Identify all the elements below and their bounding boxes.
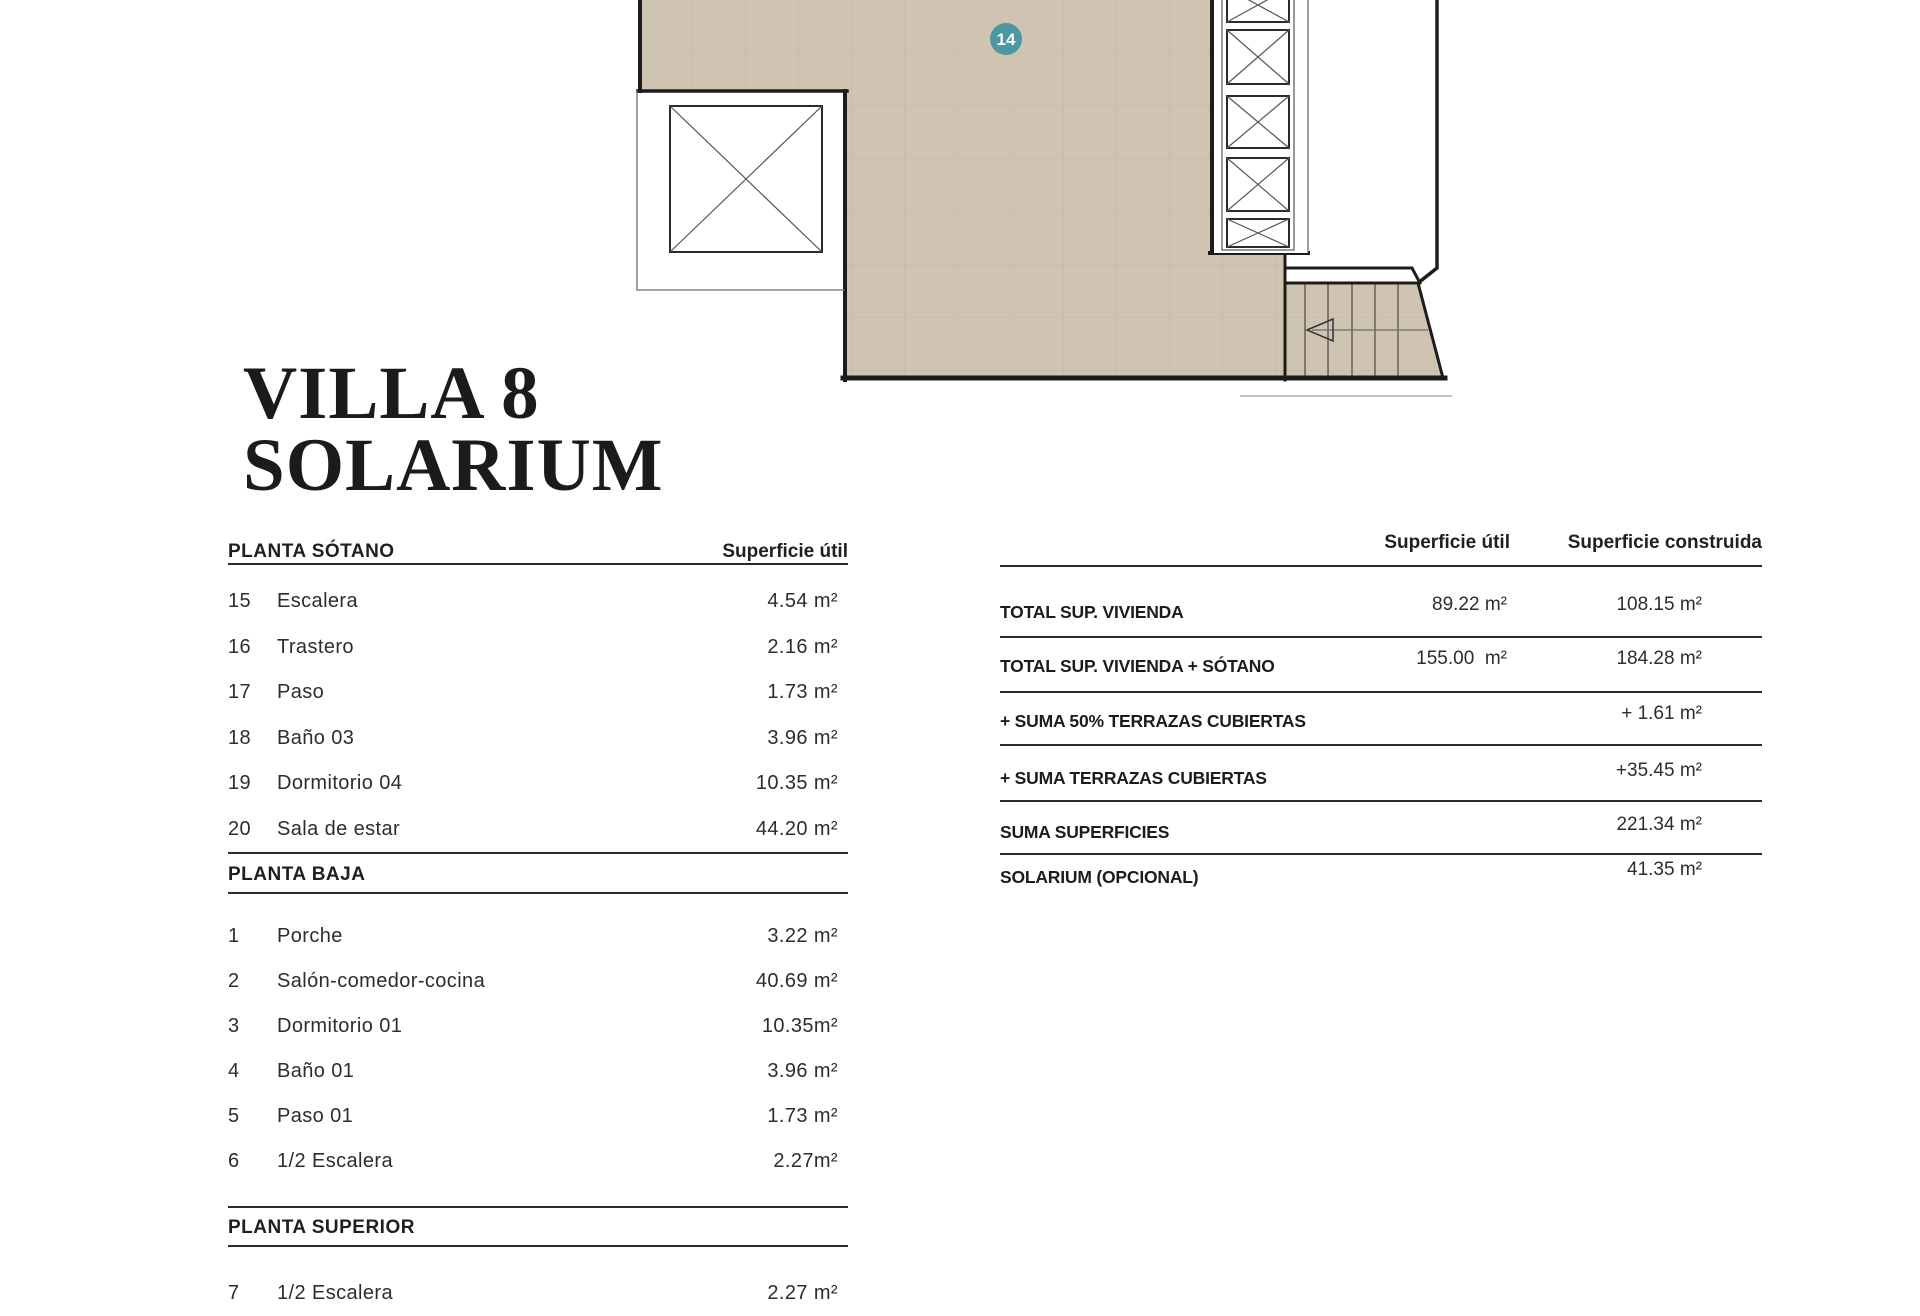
- totals-superficie-construida: + 1.61 m²: [1621, 703, 1702, 724]
- room-area: 2.27 m²: [767, 1282, 838, 1304]
- totals-row: [1000, 746, 1762, 802]
- room-name: Dormitorio 01: [277, 1015, 403, 1037]
- room-number: 4: [228, 1060, 240, 1082]
- pergola-beams: [1227, 0, 1289, 247]
- table-row: [228, 914, 848, 959]
- totals-row: [1000, 693, 1762, 746]
- room-badge: [990, 23, 1022, 55]
- room-number: 17: [228, 681, 252, 704]
- room-number: 18: [228, 726, 252, 749]
- totals-row: [1000, 567, 1762, 638]
- section-title: PLANTA SUPERIOR: [228, 1217, 415, 1238]
- sotano-rows: [228, 565, 848, 852]
- section-header-superior: [228, 1206, 848, 1247]
- table-row: [228, 1139, 848, 1184]
- room-number: 1: [228, 925, 240, 947]
- baja-rows: [228, 894, 848, 1184]
- page-title-line2: SOLARIUM: [243, 424, 664, 507]
- section-header-sotano: [228, 537, 848, 565]
- room-number: 16: [228, 635, 252, 658]
- totals-row: [1000, 855, 1762, 907]
- table-row: [228, 761, 848, 807]
- room-name: Dormitorio 04: [277, 772, 403, 795]
- totals-label: TOTAL SUP. VIVIENDA + SÓTANO: [1000, 656, 1275, 676]
- room-name: Trastero: [277, 635, 354, 658]
- totals-rows: [1000, 567, 1762, 907]
- totals-row: [1000, 802, 1762, 855]
- room-area: 44.20 m²: [755, 817, 838, 840]
- room-name: Escalera: [277, 590, 359, 613]
- totals-label: SUMA SUPERFICIES: [1000, 822, 1170, 842]
- room-number: 7: [228, 1282, 240, 1304]
- column-header-superficie-construida: Superficie construida: [1567, 532, 1762, 553]
- room-number: 2: [228, 970, 240, 992]
- totals-label: TOTAL SUP. VIVIENDA: [1000, 602, 1184, 622]
- table-row: [228, 807, 848, 853]
- totals-superficie-construida: 184.28 m²: [1616, 648, 1702, 669]
- section-title: PLANTA SÓTANO: [228, 541, 395, 562]
- room-area: 1.73 m²: [767, 1105, 838, 1127]
- table-row: [228, 1004, 848, 1049]
- table-row: [228, 670, 848, 716]
- badge-number: 14: [996, 30, 1016, 49]
- room-area: 3.96 m²: [767, 726, 838, 749]
- room-area: 1.73 m²: [767, 681, 838, 704]
- solarium-floor-plan: [0, 0, 1920, 400]
- totals-row: [1000, 638, 1762, 693]
- page-title-line1: VILLA 8: [243, 352, 540, 435]
- column-header-superficie-util: Superficie útil: [722, 541, 848, 562]
- totals-superficie-util: 155.00 m²: [1416, 648, 1507, 669]
- section-header-baja: [228, 852, 848, 894]
- room-area: 40.69 m²: [755, 970, 838, 992]
- room-area: 3.22 m²: [767, 925, 838, 947]
- table-row: [228, 1049, 848, 1094]
- page-title: [243, 352, 664, 507]
- room-number: 15: [228, 590, 252, 613]
- superior-rows: [228, 1247, 848, 1316]
- room-number: 3: [228, 1015, 240, 1037]
- section-title: PLANTA BAJA: [228, 864, 366, 885]
- totals-label: + SUMA 50% TERRAZAS CUBIERTAS: [1000, 711, 1306, 731]
- room-area: 3.96 m²: [767, 1060, 838, 1082]
- table-row: [228, 959, 848, 1004]
- room-name: Baño 03: [277, 726, 355, 749]
- table-row: [228, 716, 848, 762]
- room-number: 6: [228, 1150, 240, 1172]
- room-name: 1/2 Escalera: [277, 1150, 393, 1172]
- column-header-superficie-util: Superficie útil: [1384, 532, 1510, 553]
- totals-table: [1000, 530, 1762, 907]
- room-area: 10.35 m²: [755, 772, 838, 795]
- room-area: 10.35m²: [761, 1015, 838, 1037]
- room-name: Sala de estar: [277, 817, 401, 840]
- totals-superficie-construida: 41.35 m²: [1627, 859, 1702, 880]
- room-name: Paso 01: [277, 1105, 354, 1127]
- totals-label: SOLARIUM (OPCIONAL): [1000, 867, 1199, 887]
- room-name: Paso: [277, 681, 325, 704]
- table-row: [228, 625, 848, 671]
- room-areas-table: [228, 537, 848, 1316]
- table-row: [228, 1094, 848, 1139]
- totals-superficie-construida: +35.45 m²: [1615, 760, 1702, 781]
- room-number: 19: [228, 772, 252, 795]
- room-number: 20: [228, 817, 252, 840]
- totals-superficie-construida: 108.15 m²: [1616, 594, 1702, 615]
- totals-superficie-construida: 221.34 m²: [1616, 814, 1702, 835]
- table-row: [228, 579, 848, 625]
- room-name: Salón-comedor-cocina: [277, 970, 486, 992]
- table-row: [228, 1271, 848, 1316]
- pergola-beam-strip: [1214, 0, 1308, 253]
- room-name: Porche: [277, 925, 343, 947]
- room-area: 4.54 m²: [767, 590, 838, 613]
- totals-header: [1000, 530, 1762, 567]
- room-name: Baño 01: [277, 1060, 355, 1082]
- left-cutout: [637, 91, 845, 290]
- totals-superficie-util: 89.22 m²: [1432, 594, 1507, 615]
- room-area: 2.27m²: [773, 1150, 838, 1172]
- room-name: 1/2 Escalera: [277, 1282, 393, 1304]
- room-area: 2.16 m²: [767, 635, 838, 658]
- totals-label: + SUMA TERRAZAS CUBIERTAS: [1000, 768, 1267, 788]
- room-number: 5: [228, 1105, 240, 1127]
